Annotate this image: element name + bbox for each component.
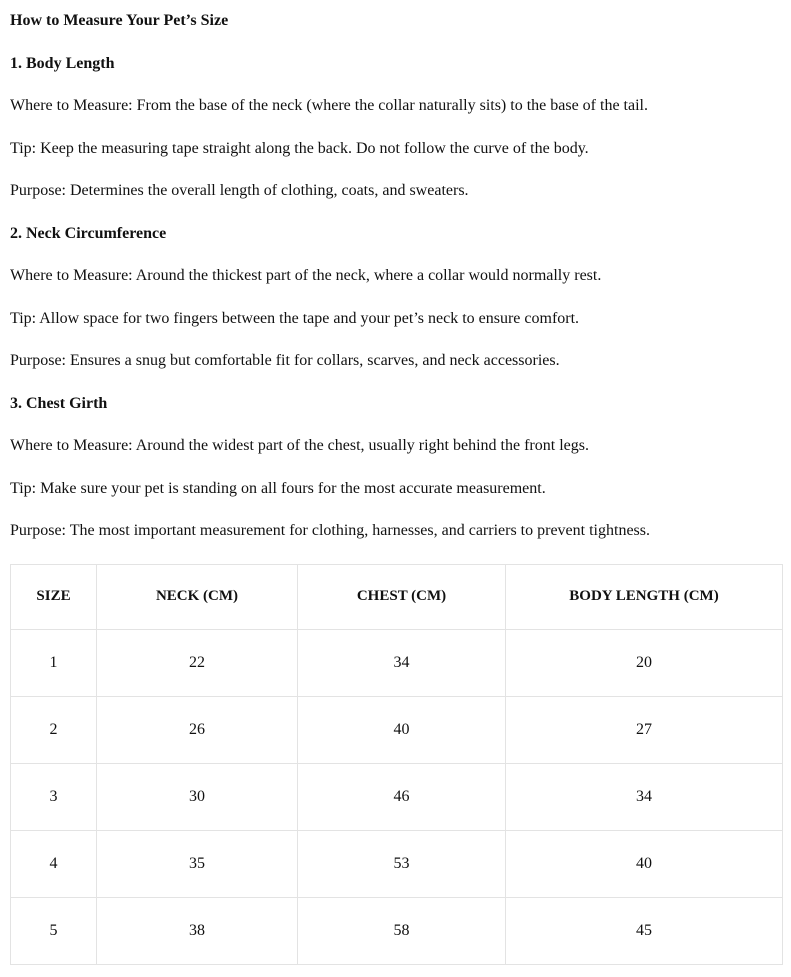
column-header-size: SIZE [11, 564, 97, 629]
table-row [11, 629, 783, 696]
size-chart-header [11, 564, 783, 629]
cell-body-length: 20 [506, 629, 783, 696]
column-header-body-length: BODY LENGTH (CM) [506, 564, 783, 629]
section-2-where-to-measure: Where to Measure: Around the thickest part of the neck, where a collar would normally rest. [10, 267, 602, 284]
section-2-heading: 2. Neck Circumference [10, 224, 167, 242]
section-3-tip: Tip: Make sure your pet is standing on all fours for the most accurate measurement. [10, 479, 546, 497]
cell-chest: 46 [298, 763, 506, 830]
cell-body-length: 34 [506, 763, 783, 830]
cell-neck: 26 [97, 696, 298, 763]
cell-size: 1 [11, 629, 97, 696]
section-1-tip: Tip: Keep the measuring tape straight along the back. Do not follow the curve of the body. [10, 139, 589, 157]
column-header-chest: CHEST (CM) [298, 564, 506, 629]
cell-size: 2 [11, 696, 97, 763]
cell-size: 5 [11, 897, 97, 964]
cell-neck: 38 [97, 897, 298, 964]
cell-body-length: 40 [506, 830, 783, 897]
section-2-purpose: Purpose: Ensures a snug but comfortable fit for collars, scarves, and neck accessories. [10, 352, 560, 369]
cell-size: 3 [11, 763, 97, 830]
cell-body-length: 27 [506, 696, 783, 763]
cell-body-length: 45 [506, 897, 783, 964]
section-1-heading: 1. Body Length [10, 54, 115, 72]
table-row [11, 763, 783, 830]
section-2-tip: Tip: Allow space for two fingers between the tape and your pet’s neck to ensure comfort. [10, 309, 580, 327]
section-1-purpose: Purpose: Determines the overall length of clothing, coats, and sweaters. [10, 182, 469, 199]
table-row [11, 830, 783, 897]
cell-chest: 58 [298, 897, 506, 964]
cell-chest: 34 [298, 629, 506, 696]
column-header-neck: NECK (CM) [97, 564, 298, 629]
cell-chest: 40 [298, 696, 506, 763]
cell-neck: 30 [97, 763, 298, 830]
section-1-where-to-measure: Where to Measure: From the base of the neck (where the collar naturally sits) to the base of the tail. [10, 97, 648, 114]
section-3-heading: 3. Chest Girth [10, 394, 108, 412]
header-row [11, 564, 783, 629]
cell-size: 4 [11, 830, 97, 897]
size-chart-table [10, 564, 783, 965]
cell-chest: 53 [298, 830, 506, 897]
cell-neck: 22 [97, 629, 298, 696]
table-row [11, 696, 783, 763]
section-3-purpose: Purpose: The most important measurement for clothing, harnesses, and carriers to prevent tightness. [10, 522, 650, 539]
page-title: How to Measure Your Pet’s Size [10, 12, 229, 29]
cell-neck: 35 [97, 830, 298, 897]
table-row [11, 897, 783, 964]
section-3-where-to-measure: Where to Measure: Around the widest part of the chest, usually right behind the front legs. [10, 437, 589, 454]
size-chart-body [11, 629, 783, 964]
